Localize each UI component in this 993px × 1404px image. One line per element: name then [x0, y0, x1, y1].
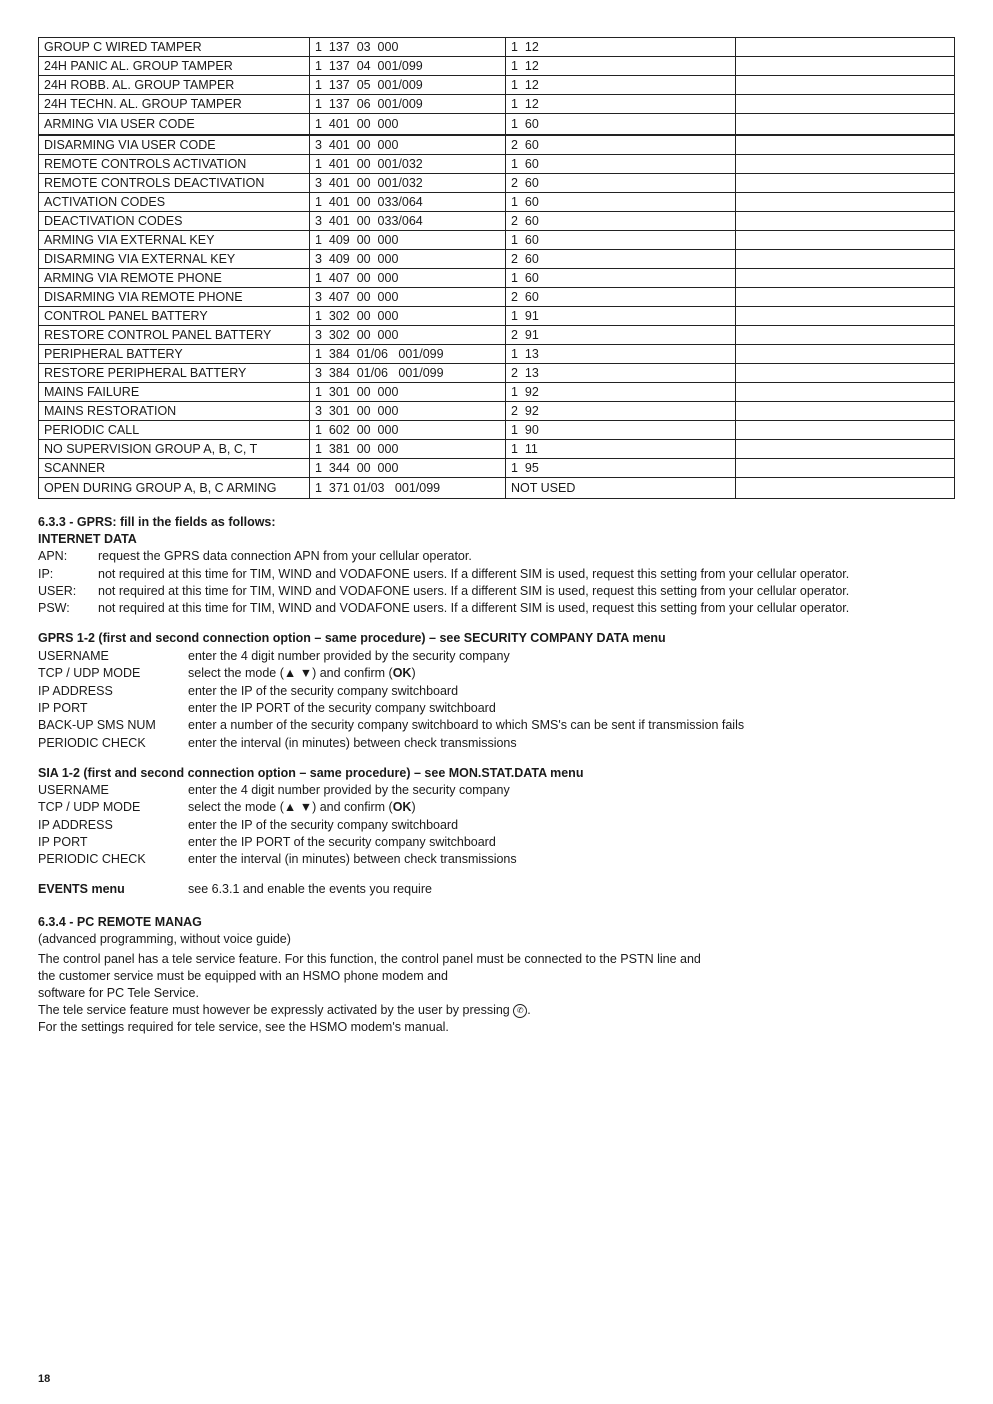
gprs12-ipport-row: [38, 700, 496, 717]
event-name-cell: GROUP C WIRED TAMPER: [39, 38, 310, 57]
table-row: [39, 459, 955, 478]
sia-username-row: [38, 782, 510, 799]
gprs12-mode-value-pre: select the mode (▲ ▼) and confirm (: [188, 666, 393, 680]
table-row: [39, 364, 955, 383]
pc-remote-subtitle: (advanced programming, without voice guide): [38, 932, 291, 946]
phone-key-icon: ✆: [513, 1004, 527, 1018]
events-menu-value: see 6.3.1 and enable the events you require: [188, 882, 432, 896]
event-code-cell: 1 401 00 001/032: [310, 155, 506, 174]
event-code-cell: 1 137 03 000: [310, 38, 506, 57]
table-row: [39, 269, 955, 288]
event-code-cell: 1 381 00 000: [310, 440, 506, 459]
table-row: [39, 174, 955, 193]
user-value: not required at this time for TIM, WIND and VODAFONE users. If a different SIM is used, request this setting from your cellular operator.: [98, 584, 850, 598]
gprs12-username-key: USERNAME: [38, 649, 109, 663]
event-name-cell: REMOTE CONTROLS DEACTIVATION: [39, 174, 310, 193]
table-row: [39, 155, 955, 174]
event-name-cell: DEACTIVATION CODES: [39, 212, 310, 231]
event-name-cell: RESTORE PERIPHERAL BATTERY: [39, 364, 310, 383]
event-name-cell: NO SUPERVISION GROUP A, B, C, T: [39, 440, 310, 459]
event-sia-cell: 2 60: [506, 250, 736, 269]
event-notes-cell: [736, 155, 955, 174]
gprs12-sms-key: BACK-UP SMS NUM: [38, 718, 156, 732]
gprs12-ipaddr-key: IP ADDRESS: [38, 684, 113, 698]
table-row: [39, 38, 955, 57]
sia-username-key: USERNAME: [38, 783, 109, 797]
psw-key: PSW:: [38, 601, 70, 615]
event-code-cell: 1 137 06 001/009: [310, 95, 506, 114]
gprs12-ipport-value: enter the IP PORT of the security company switchboard: [188, 701, 496, 715]
user-key: USER:: [38, 584, 77, 598]
sia-mode-key: TCP / UDP MODE: [38, 800, 141, 814]
event-name-cell: ARMING VIA REMOTE PHONE: [39, 269, 310, 288]
event-name-cell: SCANNER: [39, 459, 310, 478]
table-row: [39, 440, 955, 459]
apn-row: [38, 548, 472, 565]
table-row: [39, 193, 955, 212]
event-name-cell: ARMING VIA EXTERNAL KEY: [39, 231, 310, 250]
activation-text: The tele service feature must however be expressly activated by the user by pressing: [38, 1003, 514, 1017]
table-row: [39, 57, 955, 76]
user-row: [38, 583, 849, 600]
event-name-cell: MAINS RESTORATION: [39, 402, 310, 421]
event-code-cell: 1 384 01/06 001/099: [310, 345, 506, 364]
event-name-cell: ARMING VIA USER CODE: [39, 114, 310, 136]
event-name-cell: MAINS FAILURE: [39, 383, 310, 402]
event-name-cell: OPEN DURING GROUP A, B, C ARMING: [39, 478, 310, 499]
event-sia-cell: 1 13: [506, 345, 736, 364]
event-sia-cell: 2 92: [506, 402, 736, 421]
event-sia-cell: 1 11: [506, 440, 736, 459]
event-sia-cell: 1 60: [506, 155, 736, 174]
table-row: [39, 478, 955, 499]
apn-key: APN:: [38, 549, 68, 563]
gprs12-check-value: enter the interval (in minutes) between check transmissions: [188, 736, 517, 750]
event-sia-cell: 1 60: [506, 193, 736, 212]
event-code-cell: 3 401 00 033/064: [310, 212, 506, 231]
event-sia-cell: 1 92: [506, 383, 736, 402]
event-code-cell: 1 371 01/03 001/099: [310, 478, 506, 499]
events-menu-row: [38, 881, 432, 898]
sia-mode-row: [38, 799, 416, 816]
event-name-cell: PERIPHERAL BATTERY: [39, 345, 310, 364]
event-name-cell: 24H TECHN. AL. GROUP TAMPER: [39, 95, 310, 114]
pc-remote-body: [38, 951, 701, 1036]
sia-ok-label: OK: [392, 800, 412, 814]
table-row: [39, 326, 955, 345]
sia-ipport-value: enter the IP PORT of the security company switchboard: [188, 835, 496, 849]
apn-value: request the GPRS data connection APN from your cellular operator.: [98, 549, 472, 563]
pc-remote-line: The control panel has a tele service feature. For this function, the control panel must be connected to the PSTN line and: [38, 952, 701, 966]
event-sia-cell: 1 12: [506, 76, 736, 95]
gprs12-ipport-key: IP PORT: [38, 701, 88, 715]
pc-remote-activation-line: [38, 1002, 701, 1019]
event-notes-cell: [736, 95, 955, 114]
event-sia-cell: 1 12: [506, 57, 736, 76]
event-code-cell: 1 302 00 000: [310, 307, 506, 326]
table-row: [39, 76, 955, 95]
event-name-cell: 24H ROBB. AL. GROUP TAMPER: [39, 76, 310, 95]
table-row: [39, 288, 955, 307]
event-sia-cell: 1 91: [506, 307, 736, 326]
event-name-cell: PERIODIC CALL: [39, 421, 310, 440]
event-code-cell: 3 401 00 001/032: [310, 174, 506, 193]
gprs12-check-key: PERIODIC CHECK: [38, 736, 146, 750]
event-notes-cell: [736, 440, 955, 459]
event-code-cell: 3 301 00 000: [310, 402, 506, 421]
event-sia-cell: 1 95: [506, 459, 736, 478]
table-row: [39, 114, 955, 136]
event-notes-cell: [736, 38, 955, 57]
event-notes-cell: [736, 57, 955, 76]
event-notes-cell: [736, 250, 955, 269]
gprs12-heading: GPRS 1-2 (first and second connection option – same procedure) – see SECURITY COMPANY DATA menu: [38, 631, 666, 645]
event-sia-cell: 2 91: [506, 326, 736, 345]
event-code-cell: 3 409 00 000: [310, 250, 506, 269]
event-name-cell: RESTORE CONTROL PANEL BATTERY: [39, 326, 310, 345]
activation-end: .: [527, 1003, 531, 1017]
sia-mode-value-post: ): [411, 800, 416, 814]
table-row: [39, 383, 955, 402]
sia-ipaddr-row: [38, 817, 458, 834]
gprs12-username-value: enter the 4 digit number provided by the security company: [188, 649, 510, 663]
event-notes-cell: [736, 174, 955, 193]
pc-remote-line: the customer service must be equipped with an HSMO phone modem and: [38, 969, 448, 983]
ip-key: IP:: [38, 567, 54, 581]
event-name-cell: CONTROL PANEL BATTERY: [39, 307, 310, 326]
event-code-cell: 1 401 00 033/064: [310, 193, 506, 212]
event-notes-cell: [736, 307, 955, 326]
event-sia-cell: 1 60: [506, 269, 736, 288]
event-notes-cell: [736, 364, 955, 383]
event-code-cell: 1 137 04 001/099: [310, 57, 506, 76]
event-name-cell: DISARMING VIA REMOTE PHONE: [39, 288, 310, 307]
event-notes-cell: [736, 459, 955, 478]
event-sia-cell: NOT USED: [506, 478, 736, 499]
sia-check-row: [38, 851, 517, 868]
event-code-cell: 3 401 00 000: [310, 135, 506, 155]
event-codes-table: [38, 37, 955, 499]
sia-mode-value-pre: select the mode (▲ ▼) and confirm (: [188, 800, 393, 814]
gprs12-ok-label: OK: [392, 666, 412, 680]
gprs12-sms-value: enter a number of the security company switchboard to which SMS's can be sent if transmission fails: [188, 718, 745, 732]
event-sia-cell: 2 60: [506, 135, 736, 155]
event-name-cell: REMOTE CONTROLS ACTIVATION: [39, 155, 310, 174]
event-code-cell: 1 137 05 001/009: [310, 76, 506, 95]
event-code-cell: 1 401 00 000: [310, 114, 506, 136]
gprs12-ipaddr-row: [38, 683, 458, 700]
event-notes-cell: [736, 193, 955, 212]
table-row: [39, 231, 955, 250]
event-notes-cell: [736, 383, 955, 402]
psw-value: not required at this time for TIM, WIND and VODAFONE users. If a different SIM is used, request this setting from your cellular operator.: [98, 601, 850, 615]
gprs12-ipaddr-value: enter the IP of the security company switchboard: [188, 684, 459, 698]
event-sia-cell: 1 12: [506, 38, 736, 57]
event-notes-cell: [736, 478, 955, 499]
event-notes-cell: [736, 421, 955, 440]
gprs-section-heading: 6.3.3 - GPRS: fill in the fields as follows:: [38, 515, 276, 529]
internet-data-subheading: INTERNET DATA: [38, 532, 137, 546]
event-code-cell: 1 407 00 000: [310, 269, 506, 288]
table-row: [39, 135, 955, 155]
psw-row: [38, 600, 849, 617]
event-code-cell: 1 344 00 000: [310, 459, 506, 478]
sia-username-value: enter the 4 digit number provided by the security company: [188, 783, 510, 797]
event-notes-cell: [736, 114, 955, 136]
event-notes-cell: [736, 326, 955, 345]
event-sia-cell: 2 60: [506, 174, 736, 193]
table-row: [39, 421, 955, 440]
event-code-cell: 1 301 00 000: [310, 383, 506, 402]
gprs12-sms-row: [38, 717, 744, 734]
ip-value: not required at this time for TIM, WIND and VODAFONE users. If a different SIM is used, request this setting from your cellular operator.: [98, 567, 850, 581]
event-name-cell: ACTIVATION CODES: [39, 193, 310, 212]
event-sia-cell: 1 60: [506, 231, 736, 250]
table-row: [39, 307, 955, 326]
ip-row: [38, 566, 849, 583]
event-notes-cell: [736, 402, 955, 421]
event-code-cell: 1 409 00 000: [310, 231, 506, 250]
event-code-cell: 1 602 00 000: [310, 421, 506, 440]
pc-remote-line: software for PC Tele Service.: [38, 986, 199, 1000]
event-name-cell: DISARMING VIA USER CODE: [39, 135, 310, 155]
sia-ipaddr-key: IP ADDRESS: [38, 818, 113, 832]
event-sia-cell: 1 12: [506, 95, 736, 114]
gprs12-mode-key: TCP / UDP MODE: [38, 666, 141, 680]
event-code-cell: 3 407 00 000: [310, 288, 506, 307]
event-code-cell: 3 384 01/06 001/099: [310, 364, 506, 383]
table-row: [39, 250, 955, 269]
event-notes-cell: [736, 231, 955, 250]
sia-heading: SIA 1-2 (first and second connection option – same procedure) – see MON.STAT.DATA menu: [38, 766, 584, 780]
gprs12-username-row: [38, 648, 510, 665]
event-sia-cell: 1 60: [506, 114, 736, 136]
events-menu-key: EVENTS menu: [38, 882, 125, 896]
event-notes-cell: [736, 345, 955, 364]
event-sia-cell: 2 13: [506, 364, 736, 383]
table-row: [39, 345, 955, 364]
pc-remote-last-line: For the settings required for tele service, see the HSMO modem's manual.: [38, 1020, 449, 1034]
gprs12-mode-row: [38, 665, 416, 682]
table-row: [39, 212, 955, 231]
sia-ipport-row: [38, 834, 496, 851]
event-sia-cell: 2 60: [506, 212, 736, 231]
pc-remote-heading: 6.3.4 - PC REMOTE MANAG: [38, 915, 202, 929]
sia-ipaddr-value: enter the IP of the security company switchboard: [188, 818, 459, 832]
page-number: 18: [38, 1373, 51, 1385]
sia-check-key: PERIODIC CHECK: [38, 852, 146, 866]
sia-ipport-key: IP PORT: [38, 835, 88, 849]
table-row: [39, 95, 955, 114]
gprs12-check-row: [38, 735, 517, 752]
event-notes-cell: [736, 288, 955, 307]
event-notes-cell: [736, 212, 955, 231]
event-notes-cell: [736, 135, 955, 155]
event-notes-cell: [736, 76, 955, 95]
event-code-cell: 3 302 00 000: [310, 326, 506, 345]
gprs12-mode-value-post: ): [411, 666, 416, 680]
event-sia-cell: 2 60: [506, 288, 736, 307]
event-notes-cell: [736, 269, 955, 288]
event-name-cell: 24H PANIC AL. GROUP TAMPER: [39, 57, 310, 76]
event-sia-cell: 1 90: [506, 421, 736, 440]
event-name-cell: DISARMING VIA EXTERNAL KEY: [39, 250, 310, 269]
table-row: [39, 402, 955, 421]
sia-check-value: enter the interval (in minutes) between check transmissions: [188, 852, 517, 866]
